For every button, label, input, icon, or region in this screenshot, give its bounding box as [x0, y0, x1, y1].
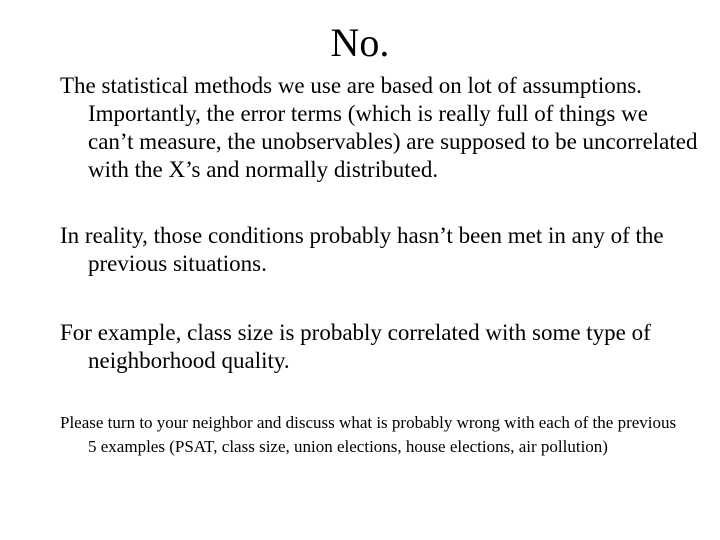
paragraph-example: For example, class size is probably correlated with some type of neighborhood quality.	[60, 320, 651, 373]
paragraph-assumptions: The statistical methods we use are based on lot of assumptions. Importantly, the error terms (which is really full of things we can’t measure, the unobservables) are supposed to be uncorrelated with the X’s and normally distributed.	[60, 73, 698, 182]
slide-title: No.	[330, 20, 390, 65]
paragraph-reality: In reality, those conditions probably hasn’t been met in any of the previous situations.	[60, 223, 664, 276]
paragraph-discussion-prompt: Please turn to your neighbor and discuss what is probably wrong with each of the previous 5 examples (PSAT, class size, union elections, house elections, air pollution)	[60, 413, 677, 456]
